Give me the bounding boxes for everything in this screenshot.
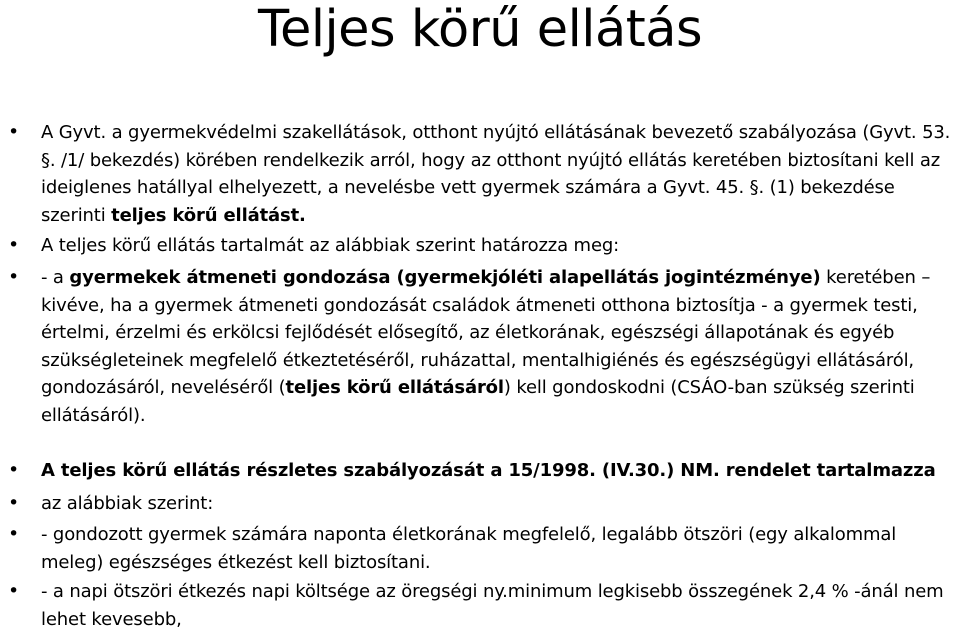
text-run: az alábbiak szerint: [41,493,214,514]
bullet-dot: • [8,580,20,602]
text-run-bold: gyermekek átmeneti gondozása (gyermekjóléti alapellátás jogintézménye) [69,267,821,288]
bullet-dot: • [8,121,20,143]
bullet-text [41,232,956,260]
bullet-dot: • [8,492,20,514]
bullet-dot: • [8,266,20,288]
text-run: A Gyvt. a gyermekvédelmi szakellátások, otthont nyújtó ellátásának bevezető szabályozása (Gyvt. 53. §. /1/ bekezdés) körében rendelkezik arról, hogy az otthont nyújtó ellátás keretében biztosítani kell az ideiglenes hatállyal elhelyezett, a nevelésbe vett gyermek számára a Gyvt. 45. §. (1) bekezdése szerinti [41,122,951,226]
bullet-text [41,119,956,229]
text-run: keretében – kivéve, ha a gyermek átmeneti gondozását családok átmeneti otthona biztosítja - a gyermek testi, értelmi, érzelmi és erkölcsi fejlődését elősegítő, az életkorának, egészségi állapotának és egyéb szükségleteinek megfelelő étkeztetéséről, ruházattal, mentalhigiénés és egészségügyi ellátásáról, gondozásáról, neveléséről ( [41,267,931,398]
text-run: - a [41,267,70,288]
bullet-text [41,578,956,631]
bullet-text [41,490,956,518]
bullet-dot: • [8,459,20,481]
text-run-bold: teljes körű ellátásáról [285,377,504,398]
bullet-text [41,521,956,576]
text-run: ) kell gondoskodni (CSÁO-ban szükség szerinti ellátásáról). [41,377,915,426]
bullet-text [41,457,956,485]
text-run: - gondozott gyermek számára naponta életkorának megfelelő, legalább ötszöri (egy alkalommal meleg) egészséges étkezést kell biztosítani. [41,524,897,573]
bullet-dot: • [8,523,20,545]
text-run: - a napi ötszöri étkezés napi költsége az öregségi ny.minimum legkisebb összegének 2,4 % -ánál nem lehet kevesebb, [41,581,944,630]
slide-title: Teljes körű ellátás [257,0,703,59]
text-run: A teljes körű ellátás tartalmát az alábbiak szerint határozza meg: [41,235,620,256]
bullet-dot: • [8,234,20,256]
text-run-bold: teljes körű ellátást. [111,204,306,226]
bullet-text [41,264,956,429]
text-run-bold: A teljes körű ellátás részletes szabályozását a 15/1998. (IV.30.) NM. rendelet tartalmazza [41,460,936,481]
